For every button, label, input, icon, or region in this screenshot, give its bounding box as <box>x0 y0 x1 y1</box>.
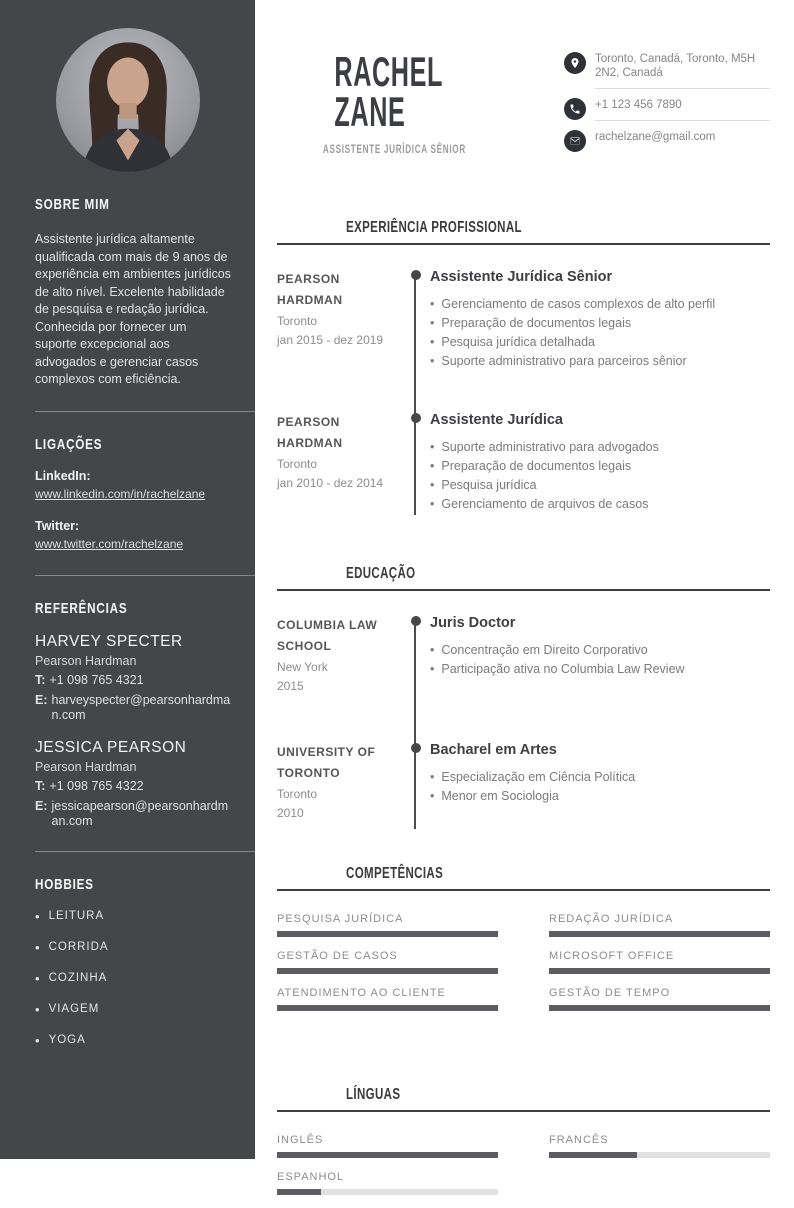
language-item <box>549 1134 770 1158</box>
skill-item <box>277 913 498 937</box>
last-name: ZANE <box>334 88 406 135</box>
skills-section <box>277 865 770 1024</box>
linkedin-link[interactable]: www.linkedin.com/in/rachelzane <box>35 486 206 501</box>
language-item <box>277 1171 498 1195</box>
reference-phone: +1 098 765 4321 <box>49 672 144 687</box>
skill-bar <box>549 1005 770 1011</box>
bullet-item: • Preparação de documentos legais <box>430 458 770 474</box>
company-city: Toronto <box>277 314 318 328</box>
reference-email: harveyspecter@pearsonhardman.com <box>51 692 231 722</box>
position-bullets <box>430 296 770 369</box>
contact-row-phone <box>564 98 770 121</box>
language-item <box>277 1134 498 1158</box>
bullet-item: • Especialização em Ciência Política <box>430 769 770 785</box>
hobby-item: • COZINHA <box>35 971 231 986</box>
language-bar <box>277 1189 498 1195</box>
skill-label: MICROSOFT OFFICE <box>549 950 675 962</box>
school-name: COLUMBIA LAW SCHOOL <box>277 618 378 653</box>
languages-heading: LÍNGUAS <box>346 1086 401 1103</box>
skill-bar <box>277 931 498 937</box>
employment-dates: jan 2015 - dez 2019 <box>277 332 384 347</box>
reference-name: JESSICA PEARSON <box>35 738 187 756</box>
email-label: E: <box>35 798 48 813</box>
section-rule <box>277 889 770 891</box>
profile-photo-icon <box>56 28 200 172</box>
skill-label: ATENDIMENTO AO CLIENTE <box>277 987 446 999</box>
phone-label: T: <box>35 672 46 687</box>
skill-item <box>549 913 770 937</box>
language-label: FRANCÊS <box>549 1134 609 1146</box>
job-title: ASSISTENTE JURÍDICA SÊNIOR <box>322 142 466 156</box>
linkedin-label: LinkedIn: <box>35 468 91 483</box>
section-rule <box>277 243 770 245</box>
skills-heading: COMPETÊNCIAS <box>346 865 444 882</box>
location-icon <box>564 52 586 74</box>
experience-entry <box>277 269 770 372</box>
skill-bar <box>549 931 770 937</box>
skill-label: REDAÇÃO JURÍDICA <box>549 913 674 925</box>
employment-dates: jan 2010 - dez 2014 <box>277 475 384 490</box>
language-label: ESPANHOL <box>277 1171 345 1183</box>
reference-email: jessicapearson@pearsonhardman.com <box>51 798 229 828</box>
bullet-item: • Suporte administrativo para advogados <box>430 439 770 455</box>
bullet-item: • Pesquisa jurídica <box>430 477 770 493</box>
degree-title: Juris Doctor <box>430 615 516 631</box>
link-item-linkedin <box>35 469 231 503</box>
timeline-dot-icon <box>411 616 421 626</box>
language-bar <box>549 1152 770 1158</box>
sidebar-divider <box>35 851 255 852</box>
phone-label: T: <box>35 778 46 793</box>
skill-label: GESTÃO DE TEMPO <box>549 987 671 999</box>
bullet-item: • Concentração em Direito Corporativo <box>430 642 770 658</box>
company-name: PEARSON HARDMAN <box>277 415 343 450</box>
sidebar-divider <box>35 411 255 412</box>
contact-location: Toronto, Canadá, Toronto, M5H 2N2, Canadá <box>595 52 770 89</box>
contact-row-location <box>564 52 770 89</box>
first-name: RACHEL <box>334 48 443 95</box>
email-label: E: <box>35 692 48 707</box>
twitter-label: Twitter: <box>35 518 80 533</box>
school-city: New York <box>277 660 328 674</box>
reference-item <box>35 633 231 723</box>
bullet-item: • Participação ativa no Columbia Law Review <box>430 661 770 677</box>
hobby-item: • CORRIDA <box>35 940 231 955</box>
skills-grid <box>277 913 770 1024</box>
about-heading: SOBRE MIM <box>35 196 110 213</box>
reference-company: Pearson Hardman <box>35 653 137 668</box>
bullet-item: • Preparação de documentos legais <box>430 315 770 331</box>
skill-label: PESQUISA JURÍDICA <box>277 913 404 925</box>
skill-label: GESTÃO DE CASOS <box>277 950 398 962</box>
header <box>277 48 770 161</box>
contact-email: rachelzane@gmail.com <box>595 131 716 143</box>
skill-item <box>549 950 770 974</box>
contact-block <box>564 52 770 161</box>
company-city: Toronto <box>277 457 318 471</box>
degree-bullets <box>430 769 770 804</box>
timeline-dot-icon <box>411 413 421 423</box>
sidebar-divider <box>35 575 255 576</box>
languages-section <box>277 1086 770 1208</box>
bullet-item: • Gerenciamento de arquivos de casos <box>430 496 770 512</box>
position-bullets <box>430 439 770 512</box>
graduation-year: 2010 <box>277 805 304 820</box>
sidebar <box>0 0 255 1159</box>
skill-item <box>277 987 498 1011</box>
references-heading: REFERÊNCIAS <box>35 599 128 617</box>
about-text: Assistente jurídica altamente qualificada com mais de 9 anos de experiência em ambientes jurídicos de alto nível. Excelente habilidade de pesquisa e redação jurídica. Conhecida por fornecer um suporte excepcional aos advogados e gerenciar casos complexos com eficiência. <box>35 232 231 386</box>
graduation-year: 2015 <box>277 678 304 693</box>
phone-icon <box>564 98 586 120</box>
language-bar <box>277 1152 498 1158</box>
education-section <box>277 565 770 821</box>
position-title: Assistente Jurídica Sênior <box>430 269 613 285</box>
degree-title: Bacharel em Artes <box>430 742 557 758</box>
main-column <box>255 0 794 1183</box>
education-entry <box>277 615 770 694</box>
skill-item <box>277 950 498 974</box>
bullet-item: • Suporte administrativo para parceiros sênior <box>430 353 770 369</box>
education-heading: EDUCAÇÃO <box>346 565 416 582</box>
skill-bar <box>277 968 498 974</box>
school-city: Toronto <box>277 787 318 801</box>
timeline-dot-icon <box>411 743 421 753</box>
skill-item <box>549 987 770 1011</box>
bullet-item: • Gerenciamento de casos complexos de alto perfil <box>430 296 770 312</box>
experience-entry <box>277 412 770 515</box>
hobby-item: • VIAGEM <box>35 1002 231 1017</box>
reference-name: HARVEY SPECTER <box>35 632 183 650</box>
experience-section <box>277 219 770 515</box>
bullet-item: • Pesquisa jurídica detalhada <box>430 334 770 350</box>
reference-phone: +1 098 765 4322 <box>49 778 144 793</box>
company-name: PEARSON HARDMAN <box>277 272 343 307</box>
school-name: UNIVERSITY OF TORONTO <box>277 745 376 780</box>
section-rule <box>277 589 770 591</box>
avatar <box>56 28 200 172</box>
twitter-link[interactable]: www.twitter.com/rachelzane <box>35 536 184 551</box>
experience-heading: EXPERIÊNCIA PROFISSIONAL <box>346 219 522 236</box>
hobby-item: • YOGA <box>35 1033 231 1048</box>
education-entry <box>277 742 770 821</box>
language-label: INGLÊS <box>277 1134 324 1146</box>
email-icon <box>564 130 586 152</box>
position-title: Assistente Jurídica <box>430 412 563 428</box>
link-item-twitter <box>35 519 231 553</box>
skill-bar <box>549 968 770 974</box>
degree-bullets <box>430 642 770 677</box>
languages-grid <box>277 1134 770 1208</box>
links-heading: LIGAÇÕES <box>35 435 103 453</box>
education-entries <box>277 615 770 821</box>
hobby-item: • LEITURA <box>35 909 231 924</box>
reference-company: Pearson Hardman <box>35 759 137 774</box>
contact-phone: +1 123 456 7890 <box>595 98 770 121</box>
skill-bar <box>277 1005 498 1011</box>
experience-entries <box>277 269 770 515</box>
timeline-dot-icon <box>411 270 421 280</box>
hobbies-heading: HOBBIES <box>35 875 94 893</box>
section-rule <box>277 1110 770 1112</box>
reference-item <box>35 739 231 829</box>
bullet-item: • Menor em Sociologia <box>430 788 770 804</box>
contact-row-email <box>564 130 770 152</box>
